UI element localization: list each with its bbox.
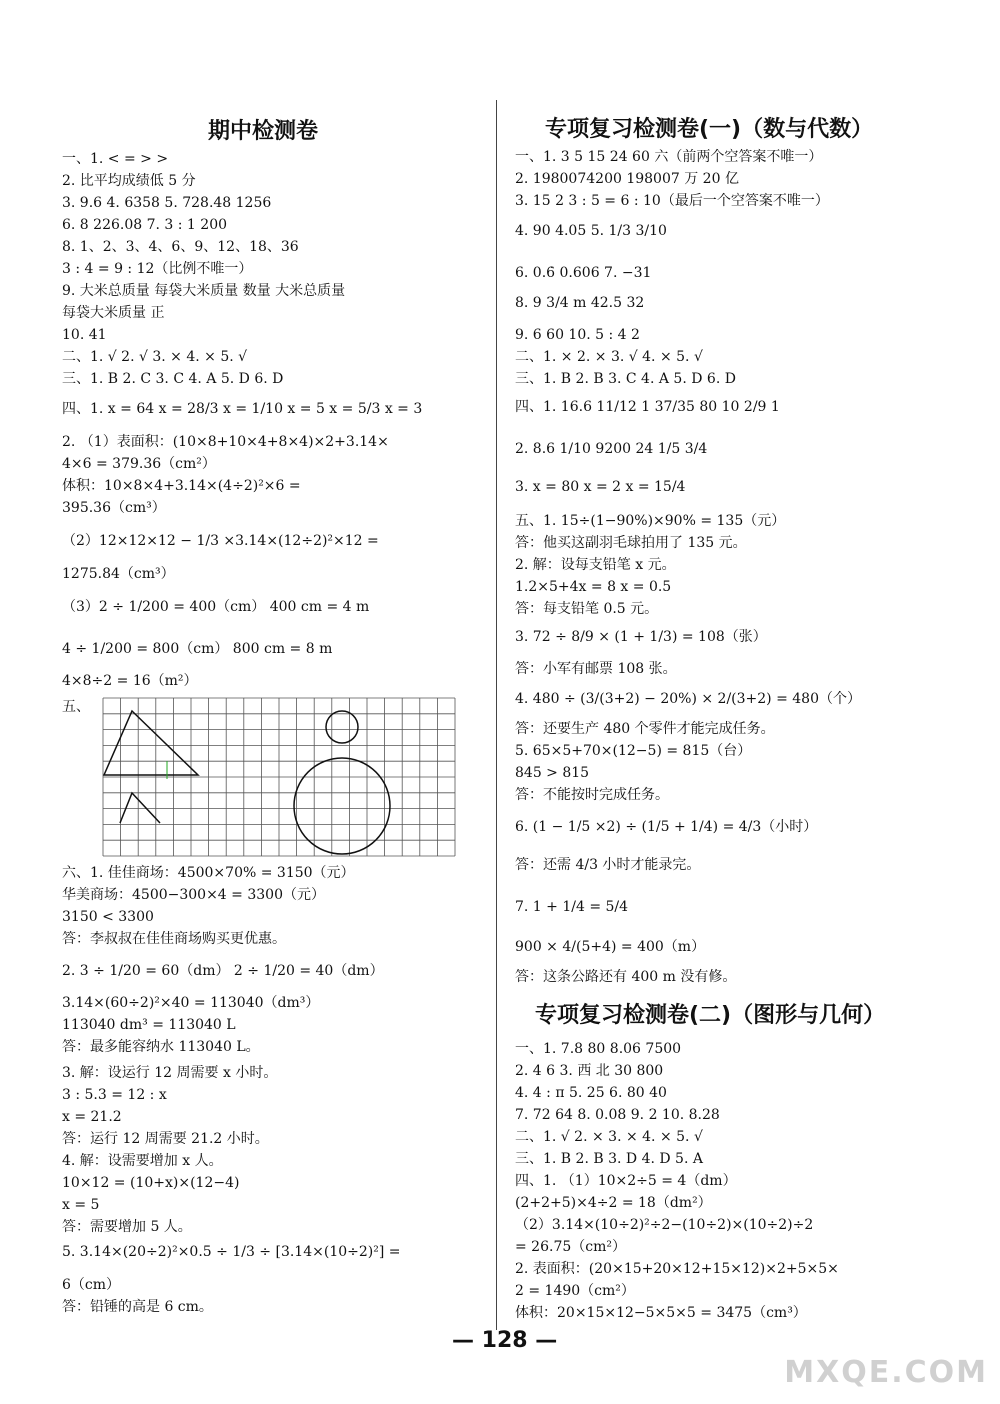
- answer-line: 4. 90 4.05 5. 1/3 3/10: [515, 223, 667, 239]
- right-section-1-title: 专项复习检测卷(一)（数与代数）: [545, 117, 874, 142]
- answer-line: 7. 1 + 1/4 = 5/4: [515, 899, 629, 915]
- large-triangle: [104, 711, 198, 775]
- answer-line: 六、1. 佳佳商场：4500×70% = 3150（元）: [62, 865, 355, 881]
- answer-line: 3.14×(60÷2)²×40 = 113040（dm³）: [62, 995, 320, 1011]
- answer-line: 2. 1980074200 198007 万 20 亿: [515, 171, 739, 187]
- answer-line: 一、1. 7.8 80 8.06 7500: [515, 1041, 682, 1057]
- answer-line: 答：铅锤的高是 6 cm。: [62, 1299, 213, 1315]
- answer-line: 8. 9 3/4 m 42.5 32: [515, 295, 645, 311]
- answer-line: 900 × 4/(5+4) = 400（m）: [515, 939, 706, 955]
- answer-line: 答：他买这副羽毛球拍用了 135 元。: [515, 535, 747, 551]
- answer-line: x = 21.2: [62, 1109, 122, 1125]
- answer-line: （2）3.14×(10÷2)²÷2−(10÷2)×(10÷2)÷2: [515, 1217, 814, 1233]
- answer-line: 四、1. （1）10×2÷5 = 4（dm）: [515, 1173, 737, 1189]
- answer-line: 4×6 = 379.36（cm²）: [62, 456, 216, 472]
- answer-line: 3. 15 2 3 : 5 = 6 : 10（最后一个空答案不唯一）: [515, 193, 829, 209]
- left-section-title: 期中检测卷: [208, 119, 319, 144]
- answer-line: 体积：20×15×12−5×5×5 = 3475（cm³）: [515, 1305, 807, 1321]
- answer-line: 答：还要生产 480 个零件才能完成任务。: [515, 721, 775, 737]
- answer-line: 3 : 4 = 9 : 12（比例不唯一）: [62, 261, 253, 277]
- answer-line: 113040 dm³ = 113040 L: [62, 1017, 236, 1033]
- answer-line: 体积：10×8×4+3.14×(4÷2)²×6 =: [62, 478, 301, 494]
- answer-line: 3. 解：设运行 12 周需要 x 小时。: [62, 1065, 278, 1081]
- answer-line: 答：还需 4/3 小时才能录完。: [515, 857, 701, 873]
- answer-line: （3）2 ÷ 1/200 = 400（cm） 400 cm = 4 m: [62, 599, 370, 615]
- answer-line: (2+2+5)×4÷2 = 18（dm²）: [515, 1195, 712, 1211]
- answer-line: 每袋大米质量 正: [62, 305, 165, 321]
- answer-line: 3150 < 3300: [62, 909, 154, 925]
- answer-line: 四、1. 16.6 11/12 1 37/35 80 10 2/9 1: [515, 399, 780, 415]
- answer-line: 3. 72 ÷ 8/9 × (1 + 1/3) = 108（张）: [515, 629, 767, 645]
- answer-line: 2. 表面积：(20×15+20×12+15×12)×2+5×5×: [515, 1261, 839, 1277]
- page-number: — 128 —: [452, 1328, 558, 1353]
- answer-line: 2. 比平均成绩低 5 分: [62, 173, 196, 189]
- answer-line: 3. x = 80 x = 2 x = 15/4: [515, 479, 686, 495]
- answer-line: 五、: [62, 699, 90, 715]
- answer-line: 4. 解：设需要增加 x 人。: [62, 1153, 223, 1169]
- answer-line: 6（cm）: [62, 1277, 121, 1293]
- answer-line: 答：这条公路还有 400 m 没有修。: [515, 969, 737, 985]
- grid-figure: [102, 697, 456, 857]
- answer-line: 9. 大米总质量 每袋大米质量 数量 大米总质量: [62, 283, 346, 299]
- answer-line: x = 5: [62, 1197, 100, 1213]
- grid-lines: [103, 698, 455, 856]
- answer-line: 2 = 1490（cm²）: [515, 1283, 635, 1299]
- answer-line: 4. 4 : π 5. 25 6. 80 40: [515, 1085, 667, 1101]
- right-section-2-title: 专项复习检测卷(二)（图形与几何）: [535, 1003, 886, 1028]
- answer-line: 华美商场：4500−300×4 = 3300（元）: [62, 887, 325, 903]
- answer-line: 4. 480 ÷ (3/(3+2) − 20%) × 2/(3+2) = 480（个）: [515, 691, 862, 707]
- answer-line: 一、1. 3 5 15 24 60 六（前两个空答案不唯一）: [515, 149, 823, 165]
- answer-line: 三、1. B 2. C 3. C 4. A 5. D 6. D: [62, 371, 284, 387]
- answer-line: 二、1. √ 2. × 3. × 4. × 5. √: [515, 1129, 703, 1145]
- answer-line: 395.36（cm³）: [62, 500, 166, 516]
- answer-line: 845 > 815: [515, 765, 590, 781]
- answer-line: 三、1. B 2. B 3. C 4. A 5. D 6. D: [515, 371, 736, 387]
- large-circle: [294, 758, 390, 854]
- answer-line: 2. 解：设每支铅笔 x 元。: [515, 557, 676, 573]
- answer-line: 2. （1）表面积：(10×8+10×4+8×4)×2+3.14×: [62, 434, 389, 450]
- answer-line: 三、1. B 2. B 3. D 4. D 5. A: [515, 1151, 703, 1167]
- answer-line: 四、1. x = 64 x = 28/3 x = 1/10 x = 5 x = 5/3 x = 3: [62, 401, 423, 417]
- small-angle: [120, 793, 160, 823]
- answer-line: 答：不能按时完成任务。: [515, 787, 669, 803]
- answer-line: 答：运行 12 周需要 21.2 小时。: [62, 1131, 269, 1147]
- answer-line: 10. 41: [62, 327, 107, 343]
- answer-line: 8. 1、2、3、4、6、9、12、18、36: [62, 239, 299, 255]
- answer-line: 答：小军有邮票 108 张。: [515, 661, 677, 677]
- answer-line: 1.2×5+4x = 8 x = 0.5: [515, 579, 672, 595]
- answer-line: 4 ÷ 1/200 = 800（cm） 800 cm = 8 m: [62, 641, 333, 657]
- answer-line: 二、1. × 2. × 3. √ 4. × 5. √: [515, 349, 703, 365]
- answer-line: 2. 3 ÷ 1/20 = 60（dm） 2 ÷ 1/20 = 40（dm）: [62, 963, 384, 979]
- answer-line: 3 : 5.3 = 12 : x: [62, 1087, 167, 1103]
- column-divider: [496, 100, 497, 1330]
- answer-line: 5. 3.14×(20÷2)²×0.5 ÷ 1/3 ÷ [3.14×(10÷2)²] =: [62, 1244, 401, 1260]
- answer-line: 10×12 = (10+x)×(12−4): [62, 1175, 240, 1191]
- small-circle: [326, 711, 358, 743]
- answer-line: 6. (1 − 1/5 ×2) ÷ (1/5 + 1/4) = 4/3（小时）: [515, 819, 818, 835]
- answer-line: 1275.84（cm³）: [62, 566, 175, 582]
- answer-line: 6. 8 226.08 7. 3 : 1 200: [62, 217, 228, 233]
- answer-line: 6. 0.6̇ 0.606 7. −31: [515, 265, 652, 281]
- answer-line: 7. 72 64 8. 0.08 9. 2 10. 8.28: [515, 1107, 720, 1123]
- answer-line: 答：每支铅笔 0.5 元。: [515, 601, 659, 617]
- answer-line: 一、1. < = > >: [62, 151, 169, 167]
- answer-line: （2）12×12×12 − 1/3 ×3.14×(12÷2)²×12 =: [62, 533, 379, 549]
- answer-line: 9. 6 60 10. 5 : 4 2: [515, 327, 640, 343]
- watermark: MXQE.COM: [784, 1355, 988, 1390]
- answer-line: 3. 9.6 4. 6358 5. 728.48 1256: [62, 195, 272, 211]
- answer-line: 答：需要增加 5 人。: [62, 1219, 192, 1235]
- answer-line: 五、1. 15÷(1−90%)×90% = 135（元）: [515, 513, 786, 529]
- answer-line: 2. 4 6 3. 西 北 30 800: [515, 1063, 664, 1079]
- answer-line: 2. 8.6 1/10 9200 24 1/5 3/4: [515, 441, 708, 457]
- answer-line: 答：最多能容纳水 113040 L。: [62, 1039, 260, 1055]
- answer-line: 4×8÷2 = 16（m²）: [62, 673, 198, 689]
- answer-line: 5. 65×5+70×(12−5) = 815（台）: [515, 743, 752, 759]
- answer-line: = 26.75（cm²）: [515, 1239, 626, 1255]
- answer-line: 答：李叔叔在佳佳商场购买更优惠。: [62, 931, 286, 947]
- answer-line: 二、1. √ 2. √ 3. × 4. × 5. √: [62, 349, 248, 365]
